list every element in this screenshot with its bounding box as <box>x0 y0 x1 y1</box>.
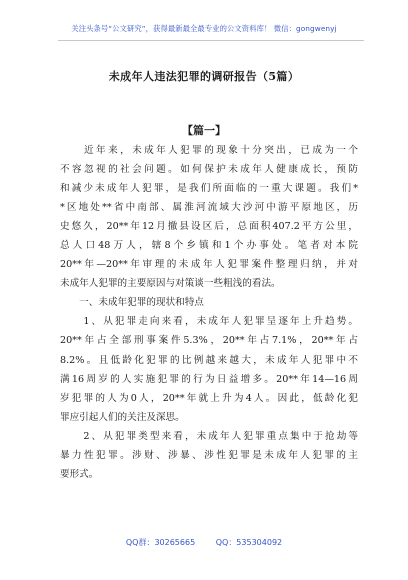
section-heading: 【篇一】 <box>182 124 226 137</box>
footer-qq: QQ：535304092 <box>215 538 283 547</box>
body-line: *区地处**省中南部、属淮河流域大沙河中游平原地区，历 <box>60 202 358 214</box>
body-line: 2、从犯罪类型来看，未成年人犯罪重点集中于抢劫等 <box>60 430 358 442</box>
header-divider <box>58 40 364 41</box>
body-text <box>60 141 358 484</box>
body-line: 史悠久，20**年12月撤县设区后，总面积407.2平方公里， <box>60 221 358 233</box>
body-line: 近年来，未成年人犯罪的现象十分突出，已成为一个 <box>60 145 358 156</box>
body-line: 8.2%。且低龄化犯罪的比例越来越大，未成年人犯罪中不 <box>60 354 358 366</box>
body-line: 岁犯罪的人为0人，20**年就上升为4人。因此，低龄化犯 <box>60 392 358 404</box>
body-line: 20**年占全部刑事案件5.3%，20**年占7.1%，20**年占 <box>60 335 358 347</box>
footer-qq-group: QQ群：30265665 <box>125 538 196 547</box>
body-line: 未成年人犯罪的主要原因与对策谈一些粗浅的看法。 <box>60 278 281 290</box>
body-line: 不容忽视的社会问题。如何保护未成年人健康成长，预防 <box>60 164 358 176</box>
body-line: 满16周岁的人实施犯罪的行为日益增多。20**年14—16周 <box>60 373 358 385</box>
body-line: 总人口48万人，辖8个乡镇和1个办事处。笔者对本院 <box>60 240 358 252</box>
body-line: 要形式。 <box>60 468 99 480</box>
body-line: 暴力性犯罪。涉财、涉暴、涉性犯罪是未成年人犯罪的主 <box>60 449 358 461</box>
footer-contact <box>0 537 408 548</box>
body-line: 罪应引起人们的关注及深思。 <box>60 411 185 423</box>
body-line: 和减少未成年人犯罪，是我们所面临的一重大课题。我们* <box>60 183 358 195</box>
document-title: 未成年人违法犯罪的调研报告（5篇） <box>108 70 300 83</box>
body-line: 1、从犯罪走向来看，未成年人犯罪呈逐年上升趋势。 <box>60 316 358 328</box>
body-line: 20**年—20**年审理的未成年人犯罪案件整理归纳，并对 <box>60 259 358 271</box>
body-line: 一、未成年犯罪的现状和特点 <box>60 297 204 309</box>
header-banner: 关注头条号“公文研究”，获得最新最全最专业的公文资料库！ 微信：gongwenyj <box>71 24 337 33</box>
